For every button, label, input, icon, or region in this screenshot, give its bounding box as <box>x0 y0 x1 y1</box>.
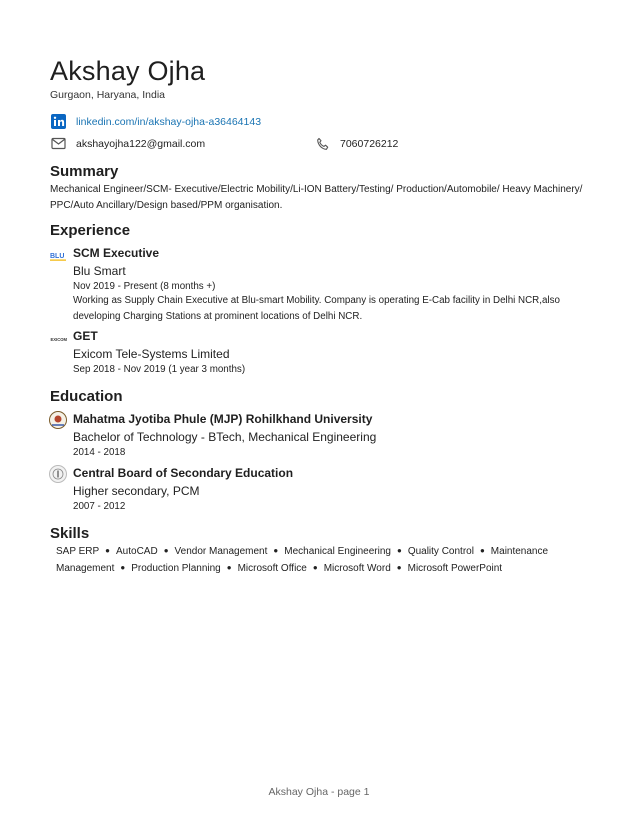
bullet-separator: ● <box>273 546 279 555</box>
blu-smart-logo <box>50 247 67 264</box>
phone-icon <box>314 135 331 152</box>
education-dates: 2014 - 2018 <box>73 447 126 458</box>
phone-number[interactable]: 7060726212 <box>340 137 399 150</box>
phone-contact[interactable] <box>314 135 398 152</box>
skill-item: Microsoft Office <box>237 562 307 574</box>
linkedin-link[interactable]: linkedin.com/in/akshay-ojha-a36464143 <box>76 115 262 128</box>
skill-item: Quality Control <box>407 546 474 557</box>
education-degree: Higher secondary, PCM <box>73 484 200 498</box>
skill-item: Mechanical Engineering <box>284 546 391 557</box>
skill-item: Vendor Management <box>174 546 268 557</box>
bullet-separator: ● <box>396 562 402 572</box>
exicom-logo <box>50 330 67 347</box>
skill-item: AutoCAD <box>116 546 158 557</box>
bullet-separator: ● <box>163 546 169 555</box>
summary-text: Mechanical Engineer/SCM- Executive/Electric Mobility/Li-ION Battery/Testing/ Production/Automobile/ Heavy Machinery/ PPC/Auto Ancillary/Design based/PPM organisation. <box>50 184 583 211</box>
linkedin-icon <box>50 113 67 130</box>
blu-logo-text: BLU <box>50 252 65 260</box>
experience-dates: Sep 2018 - Nov 2019 (1 year 3 months) <box>73 364 246 375</box>
skill-item: SAP ERP <box>56 546 100 557</box>
experience-description: Working as Supply Chain Executive at Blu-smart Mobility. Company is operating E-Cab facility in Delhi NCR,also developing Charging Stations at prominent locations of Delhi NCR. <box>73 295 560 322</box>
education-school: Mahatma Jyotiba Phule (MJP) Rohilkhand University <box>73 412 373 426</box>
education-degree: Bachelor of Technology - BTech, Mechanical Engineering <box>73 430 377 444</box>
envelope-icon <box>50 135 67 152</box>
bullet-separator: ● <box>312 562 318 572</box>
bullet-separator: ● <box>479 546 485 555</box>
skills-heading: Skills <box>50 525 90 542</box>
experience-company: Blu Smart <box>73 264 126 278</box>
skills-list <box>56 543 576 576</box>
experience-dates: Nov 2019 - Present (8 months +) <box>73 281 216 292</box>
page-footer: Akshay Ojha - page 1 <box>268 786 370 798</box>
bullet-separator: ● <box>396 546 402 555</box>
location: Gurgaon, Haryana, India <box>50 89 165 101</box>
linkedin-contact[interactable] <box>50 113 261 130</box>
skill-item: Production Planning <box>131 562 221 574</box>
candidate-name: Akshay Ojha <box>50 56 206 86</box>
email-address[interactable]: akshayojha122@gmail.com <box>76 137 206 150</box>
email-contact[interactable] <box>50 135 205 152</box>
university-logo <box>48 410 68 430</box>
skill-item: Microsoft PowerPoint <box>407 562 503 574</box>
education-dates: 2007 - 2012 <box>73 501 126 512</box>
experience-role: SCM Executive <box>73 246 160 260</box>
bullet-separator: ● <box>226 562 232 572</box>
bullet-separator: ● <box>120 562 126 572</box>
summary-heading: Summary <box>50 163 119 180</box>
bullet-separator: ● <box>105 546 111 555</box>
skill-item: Microsoft Word <box>323 562 391 574</box>
experience-heading: Experience <box>50 222 131 239</box>
education-heading: Education <box>50 388 123 405</box>
cbse-logo <box>48 464 68 484</box>
experience-company: Exicom Tele-Systems Limited <box>73 347 230 361</box>
exicom-logo-text: EXICOM <box>50 336 67 342</box>
skill-item: Maintenance Management <box>56 546 549 574</box>
education-school: Central Board of Secondary Education <box>73 466 294 480</box>
experience-role: GET <box>73 329 98 343</box>
